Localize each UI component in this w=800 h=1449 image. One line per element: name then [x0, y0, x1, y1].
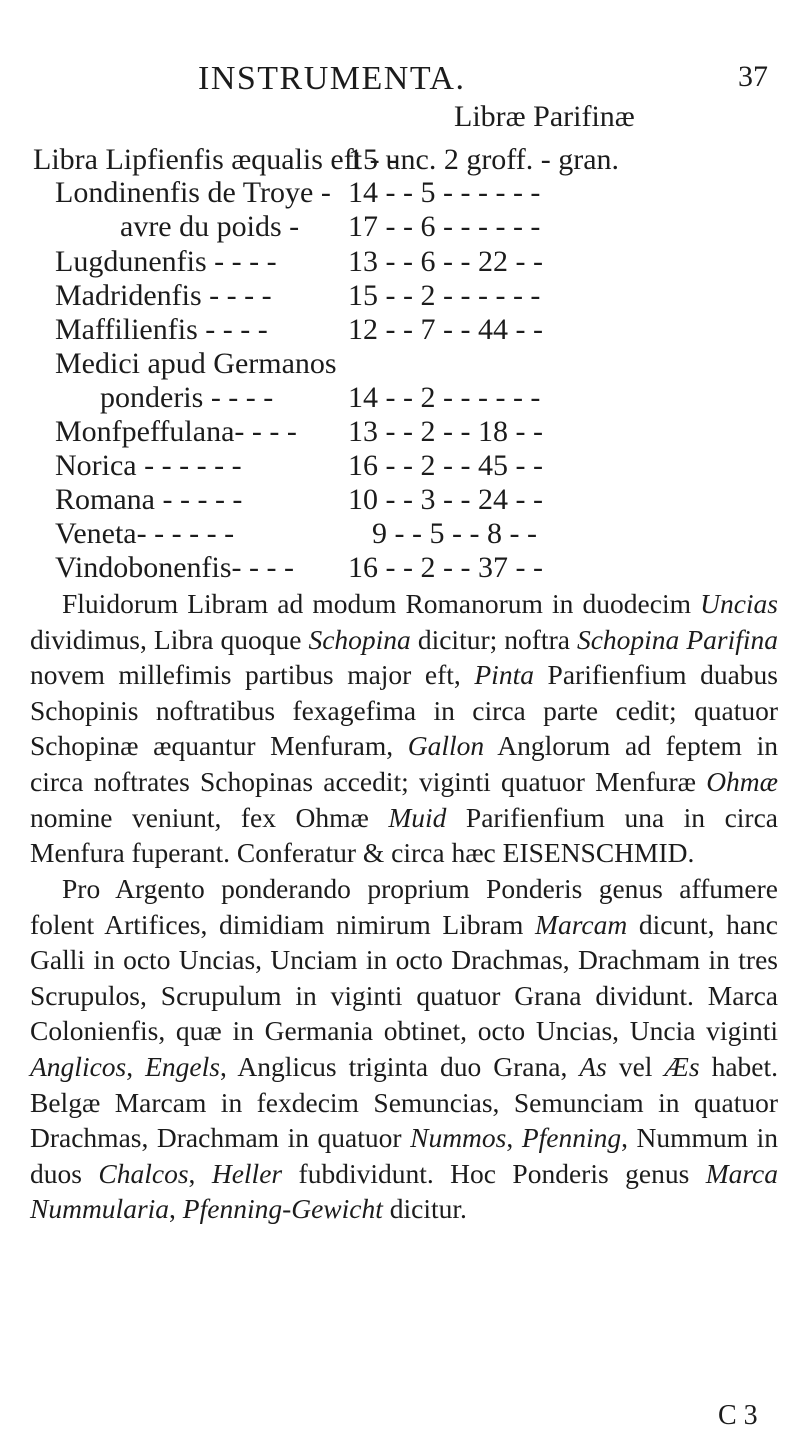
italic-term: Chalcos — [98, 1157, 189, 1189]
row-values: 16 - - 2 - - 45 - - — [348, 449, 543, 482]
text-run: , — [506, 1122, 522, 1154]
italic-term: Anglicos — [30, 1050, 127, 1082]
text-run: , Anglicus triginta duo Grana, — [219, 1050, 580, 1082]
running-head-title: INSTRUMENTA. — [198, 60, 466, 97]
paragraph-silver-weights — [30, 871, 778, 1227]
row-name: Norica - - - - - - — [55, 449, 242, 482]
page-number: 37 — [738, 60, 768, 93]
italic-term: Pinta — [474, 659, 534, 691]
row-name: Libra Lipfienfis æqualis eft - - — [33, 143, 398, 176]
row-values: 15 - - 2 - - - - - - — [348, 279, 541, 312]
row-values: 14 - - 2 - - - - - - — [348, 381, 541, 414]
row-values: 13 - - 6 - - 22 - - — [348, 245, 543, 278]
row-values: 14 - - 5 - - - - - - — [348, 176, 541, 209]
italic-term: Pfenning — [521, 1122, 622, 1154]
text-run: Fluidorum Libram ad modum Romanorum in duodecim — [62, 588, 701, 619]
text-run: , — [188, 1157, 212, 1189]
text-run: Parifienfium duabus Schopinis noftratibus fexagefima in circa parte cedit; quatuor Schopinæ æquantur Menfuram, — [30, 659, 779, 762]
text-run: , — [126, 1050, 146, 1082]
text-run: , Nummum in duos — [30, 1122, 779, 1189]
text-run: dividimus, Libra quoque — [30, 623, 309, 655]
running-head — [0, 60, 800, 100]
table-caption: Libræ Parifinæ — [454, 100, 635, 133]
row-name: Romana - - - - - — [55, 483, 243, 516]
row-name: Monfpeffulana- - - - — [55, 415, 297, 448]
italic-term: Ohmæ — [706, 765, 778, 797]
row-values: 10 - - 3 - - 24 - - — [348, 483, 543, 516]
text-run: novem millefimis partibus major eft, — [30, 659, 475, 691]
row-values: 17 - - 6 - - - - - - — [348, 210, 541, 243]
table-row — [0, 551, 800, 591]
italic-term: Schopina Parifina — [576, 623, 778, 655]
text-run: nomine veniunt, fex Ohmæ — [30, 801, 389, 833]
text-run: Pro Argento ponderando proprium Ponderis genus affumere folent Artifices, dimidiam nimirum Libram — [30, 873, 778, 940]
row-name: Vindobonenfis- - - - — [55, 551, 294, 584]
row-values: 12 - - 7 - - 44 - - — [348, 313, 543, 346]
italic-term: Pfenning-Gewicht — [182, 1193, 383, 1225]
italic-term: As — [579, 1050, 607, 1082]
text-run: Parifienfium una in circa Menfura fuperant. Conferatur & circa hæc EISENSCHMID. — [30, 801, 778, 869]
row-name: ponderis - - - - — [100, 381, 274, 414]
row-values: 9 - - 5 - - 8 - - — [372, 517, 537, 550]
text-run: vel — [606, 1050, 665, 1082]
row-values: 15 unc. 2 groff. - gran. — [348, 143, 620, 176]
row-name: Lugdunenfis - - - - — [55, 245, 277, 278]
italic-term: Æs — [664, 1050, 700, 1082]
table-row — [0, 210, 800, 250]
italic-term: Marcam — [535, 908, 628, 940]
row-name: Veneta- - - - - - — [55, 517, 235, 550]
text-run: habet. Belgæ Marcam in fexdecim Semuncias, Semunciam in quatuor Drachmas, Drachmam in quatuor — [30, 1050, 778, 1154]
paragraph-fluid-measures — [30, 586, 778, 871]
text-run: dicunt, hanc Galli in octo Uncias, Unciam in octo Drachmas, Drachmam in tres Scrupulos, Scrupulum in viginti quatuor Grana dividunt. Marca Colonienfis, quæ in Germania obtinet, octo Uncias, Uncia viginti — [30, 908, 779, 1047]
row-name: Medici apud Germanos — [55, 347, 337, 380]
italic-term: Schopina — [308, 623, 411, 655]
italic-term: Uncias — [700, 588, 778, 619]
catchword: C 3 — [718, 1400, 758, 1431]
text-run: Anglorum ad feptem in circa noftrates Schopinas accedit; viginti quatuor Menfuræ — [30, 730, 778, 797]
italic-term: Heller — [211, 1157, 283, 1189]
italic-term: Muid — [388, 801, 447, 833]
text-run: , — [169, 1193, 183, 1225]
text-run: dicitur. — [382, 1193, 467, 1225]
row-name: Maffilienfis - - - - — [55, 313, 268, 346]
row-name: avre du poids - — [120, 210, 300, 243]
row-name: Londinenfis de Troye - — [55, 176, 331, 209]
italic-term: Nummos — [410, 1122, 507, 1154]
row-values: 16 - - 2 - - 37 - - — [348, 551, 543, 584]
italic-term: Marca Nummularia — [30, 1157, 778, 1225]
italic-term: Engels — [145, 1050, 220, 1082]
row-values: 13 - - 2 - - 18 - - — [348, 415, 543, 448]
row-name: Madridenfis - - - - — [55, 279, 272, 312]
text-run: dicitur; noftra — [410, 623, 577, 655]
italic-term: Gallon — [407, 730, 485, 762]
text-run: fubdividunt. Hoc Ponderis genus — [282, 1157, 706, 1189]
